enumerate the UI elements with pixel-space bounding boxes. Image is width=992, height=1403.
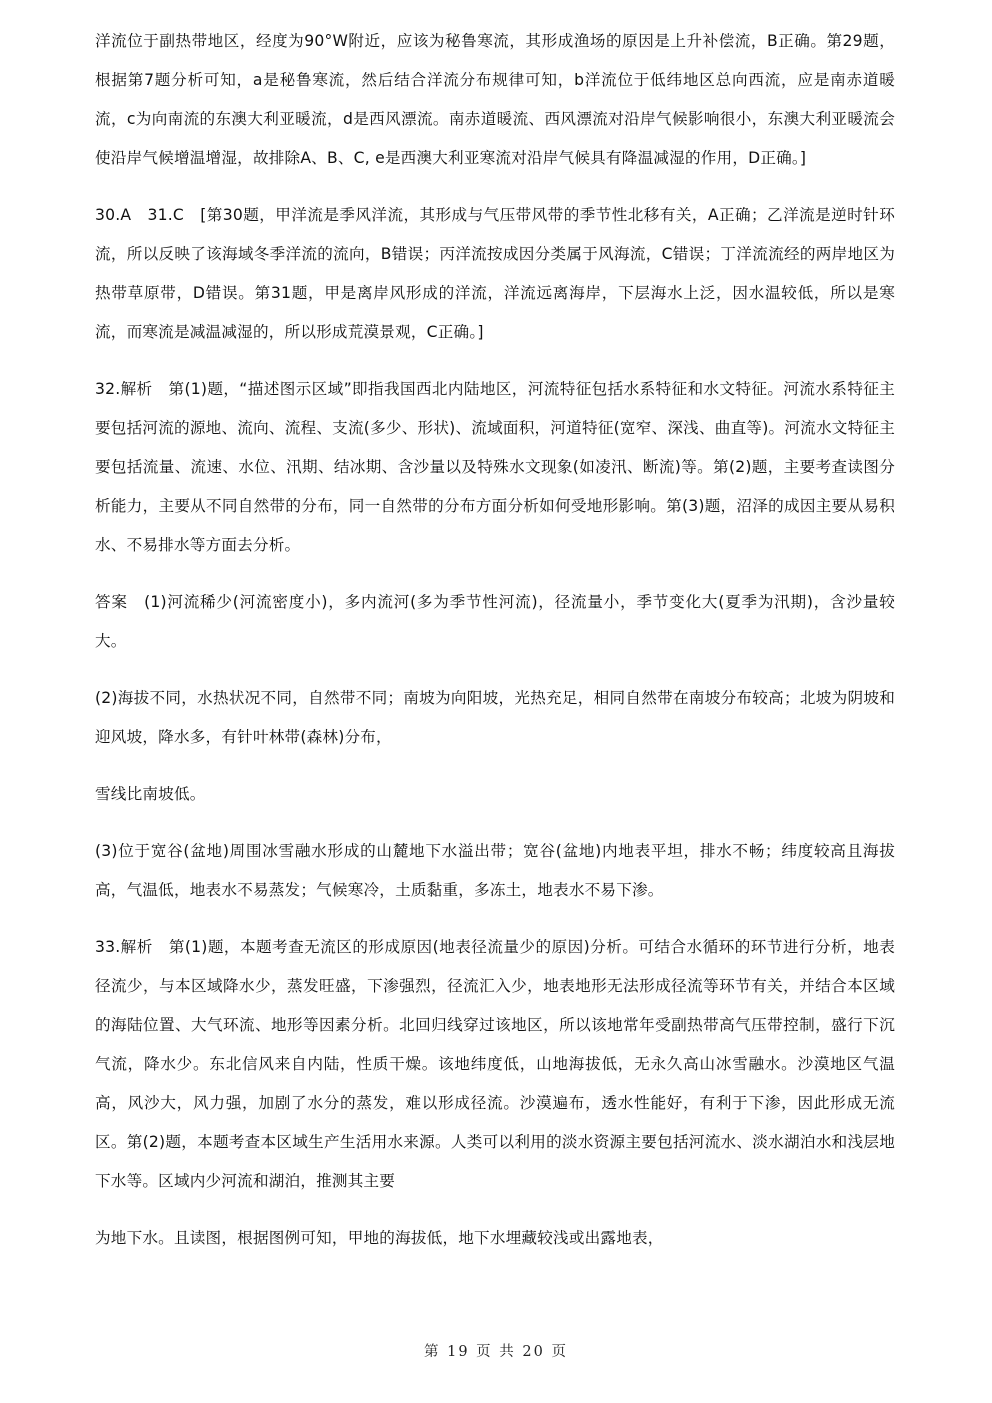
document-body bbox=[95, 22, 895, 1258]
paragraph-q30-31: 30.A 31.C [第30题，甲洋流是季风洋流，其形成与气压带风带的季节性北移有关，A正确；乙洋流是逆时针环流，所以反映了该海域冬季洋流的流向，B错误；丙洋流按成因分类属于风海流，C错误；丁洋流流经的两岸地区为热带草原带，D错误。第31题，甲是离岸风形成的洋流，洋流远离海岸，下层海水上泛，因水温较低，所以是寒流，而寒流是减温减湿的，所以形成荒漠景观，C正确。] bbox=[95, 206, 895, 341]
paragraph-q32-answer-3: (3)位于宽谷(盆地)周围冰雪融水形成的山麓地下水溢出带；宽谷(盆地)内地表平坦，排水不畅；纬度较高且海拔高，气温低，地表水不易蒸发；气候寒冷，土质黏重，多冻土，地表水不易下渗。 bbox=[95, 842, 895, 899]
page-footer: 第 19 页 共 20 页 bbox=[424, 1344, 568, 1360]
paragraph-q32-answer-2-cont: 雪线比南坡低。 bbox=[95, 785, 206, 803]
paragraph-q32-answer-1: 答案 (1)河流稀少(河流密度小)，多内流河(多为季节性河流)，径流量小，季节变化大(夏季为汛期)，含沙量较大。 bbox=[95, 593, 895, 650]
paragraph-q33-cont: 为地下水。且读图，根据图例可知，甲地的海拔低，地下水埋藏较浅或出露地表， bbox=[95, 1229, 664, 1247]
paragraph-q33-analysis: 33.解析 第(1)题，本题考查无流区的形成原因(地表径流量少的原因)分析。可结合水循环的环节进行分析，地表径流少，与本区域降水少，蒸发旺盛，下渗强烈，径流汇入少，地表地形无法形成径流等环节有关，并结合本区域的海陆位置、大气环流、地形等因素分析。北回归线穿过该地区，所以该地常年受副热带高气压带控制，盛行下沉气流，降水少。东北信风来自内陆，性质干燥。该地纬度低，山地海拔低，无永久高山冰雪融水。沙漠地区气温高，风沙大，风力强，加剧了水分的蒸发，难以形成径流。沙漠遍布，透水性能好，有利于下渗，因此形成无流区。第(2)题，本题考查本区域生产生活用水来源。人类可以利用的淡水资源主要包括河流水、淡水湖泊水和浅层地下水等。区域内少河流和湖泊，推测其主要 bbox=[95, 938, 895, 1190]
paragraph-q28-29-continued: 洋流位于副热带地区，经度为90°W附近，应该为秘鲁寒流，其形成渔场的原因是上升补偿流，B正确。第29题，根据第7题分析可知，a是秘鲁寒流，然后结合洋流分布规律可知，b洋流位于低纬地区总向西流，应是南赤道暖流，c为向南流的东澳大利亚暖流，d是西风漂流。南赤道暖流、西风漂流对沿岸气候影响很小，东澳大利亚暖流会使沿岸气候增温增湿，故排除A、B、C, e是西澳大利亚寒流对沿岸气候具有降温减湿的作用，D正确。] bbox=[95, 32, 895, 167]
paragraph-q32-answer-2: (2)海拔不同，水热状况不同，自然带不同；南坡为向阳坡，光热充足，相同自然带在南坡分布较高；北坡为阴坡和迎风坡，降水多，有针叶林带(森林)分布， bbox=[95, 689, 895, 746]
paragraph-q32-analysis: 32.解析 第(1)题，“描述图示区域”即指我国西北内陆地区，河流特征包括水系特征和水文特征。河流水系特征主要包括河流的源地、流向、流程、支流(多少、形状)、流域面积，河道特征(宽窄、深浅、曲直等)。河流水文特征主要包括流量、流速、水位、汛期、结冰期、含沙量以及特殊水文现象(如凌汛、断流)等。第(2)题，主要考查读图分析能力，主要从不同自然带的分布，同一自然带的分布方面分析如何受地形影响。第(3)题，沼泽的成因主要从易积水、不易排水等方面去分析。 bbox=[95, 380, 895, 554]
